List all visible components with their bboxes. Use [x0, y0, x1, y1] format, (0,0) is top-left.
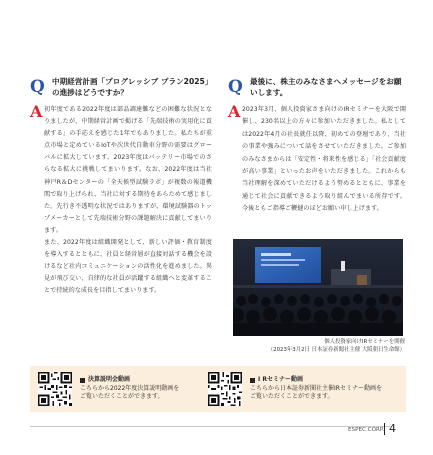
left-column: [30, 0, 212, 298]
photo-caption-detail: （2023年3月2日 日本証券新聞社主催 大阪朝日生命館）: [267, 347, 405, 353]
answer-text: 2023年3月、個人投資家さま向けのIRセミナーを大阪で開催し、230名以上の方々に参加いただきました。私としては2022年4月の社長就任以降、初めての登壇であり、当社の事業や強みについて話をさせていただきました。ご参加のみなさまからは「安定性・将来性を感じる」「社会貢献度が高い事業」といったお声をいただきました。これからも当社理解を深めていただけるよう努めるとともに、事業を通じて社会に貢献できるよう取り組んでまいる所存です。今後ともご指導ご鞭撻のほどお願い申し上げます。: [242, 106, 406, 213]
qr-code-icon[interactable]: [38, 372, 72, 406]
a-mark: A: [228, 102, 241, 121]
question-block-progress: [30, 76, 212, 98]
photo-caption-title: 個人投資家向けIRセミナーを開催: [324, 339, 405, 345]
answer-paragraph: 初年度である2022年度は部品調達難などの困難な状況となりましたが、中期経営計画で掲げる「先端技術の実用化に貢献する」の手応えを感じた1年でもありました。私たちが重点市場と定めているIoTや次世代自動車分野の需要はグローバルに拡大しています。2023年度はバッテリー市場でのさらなる拡大に挑戦してまいります。なお、2022年度は当社神戸R＆Dセンターの「全天候型試験ラボ」が複数の報道機関で取り上げられ、当社に対する期待をあらためて感じました。先行き不透明な状況ではありますが、環境試験器のトップメーカーとして先端技術分野の課題解決に貢献してまいります。: [44, 106, 212, 234]
qr-description: こちらから日本証券新聞社主催IRセミナー動画を: [250, 384, 382, 392]
question-title: 最後に、株主のみなさまへメッセージをお願いします。: [250, 77, 402, 97]
bullet-square-icon: [250, 378, 255, 383]
footer-divider: [384, 423, 385, 435]
q-mark: Q: [30, 77, 45, 97]
seminar-photo-image: [233, 239, 403, 336]
qr-description: こちらから2022年度決算説明動画を: [80, 384, 180, 392]
a-mark: A: [30, 102, 43, 121]
qr-text-ir-seminar-video: [250, 376, 382, 402]
footer-rule: [30, 426, 390, 427]
qr-box-earnings-video[interactable]: [30, 366, 214, 412]
seminar-photo: [233, 239, 403, 336]
question-title: 中期経営計画「プログレッシブ プラン2025」の進捗はどうですか？: [52, 77, 209, 97]
answer-block-progress: [30, 104, 212, 298]
qr-description: ご覧いただくことができます。: [250, 393, 334, 401]
photo-caption: [229, 338, 405, 354]
bullet-square-icon: [80, 378, 85, 383]
answer-text: [44, 104, 212, 298]
qr-title: I Rセミナー動画: [258, 376, 303, 384]
right-column: [228, 0, 406, 216]
qr-title: 決算説明会動画: [88, 376, 131, 384]
q-mark: Q: [228, 77, 243, 97]
answer-paragraph: また、2022年度は組織開発として、新しい評価・教育制度を導入するとともに、社員と経営層が直接対話する機会を設けるなど社内コミュニケーションの活性化を進めました。異見が飛び交い、自律的な社員が活躍する組織へと変革することで持続的な成長を目指してまいります。: [44, 239, 212, 295]
qr-text-earnings-video: [80, 376, 179, 402]
question-block-message: [228, 76, 406, 98]
qr-description: ご覧いただくことができます。: [80, 393, 164, 401]
page-number: 4: [389, 422, 396, 435]
qr-box-ir-seminar-video[interactable]: [200, 366, 406, 412]
footer-brand: ESPEC CORP.: [348, 427, 385, 433]
qr-code-icon[interactable]: [208, 372, 242, 406]
answer-block-message: [228, 104, 406, 216]
